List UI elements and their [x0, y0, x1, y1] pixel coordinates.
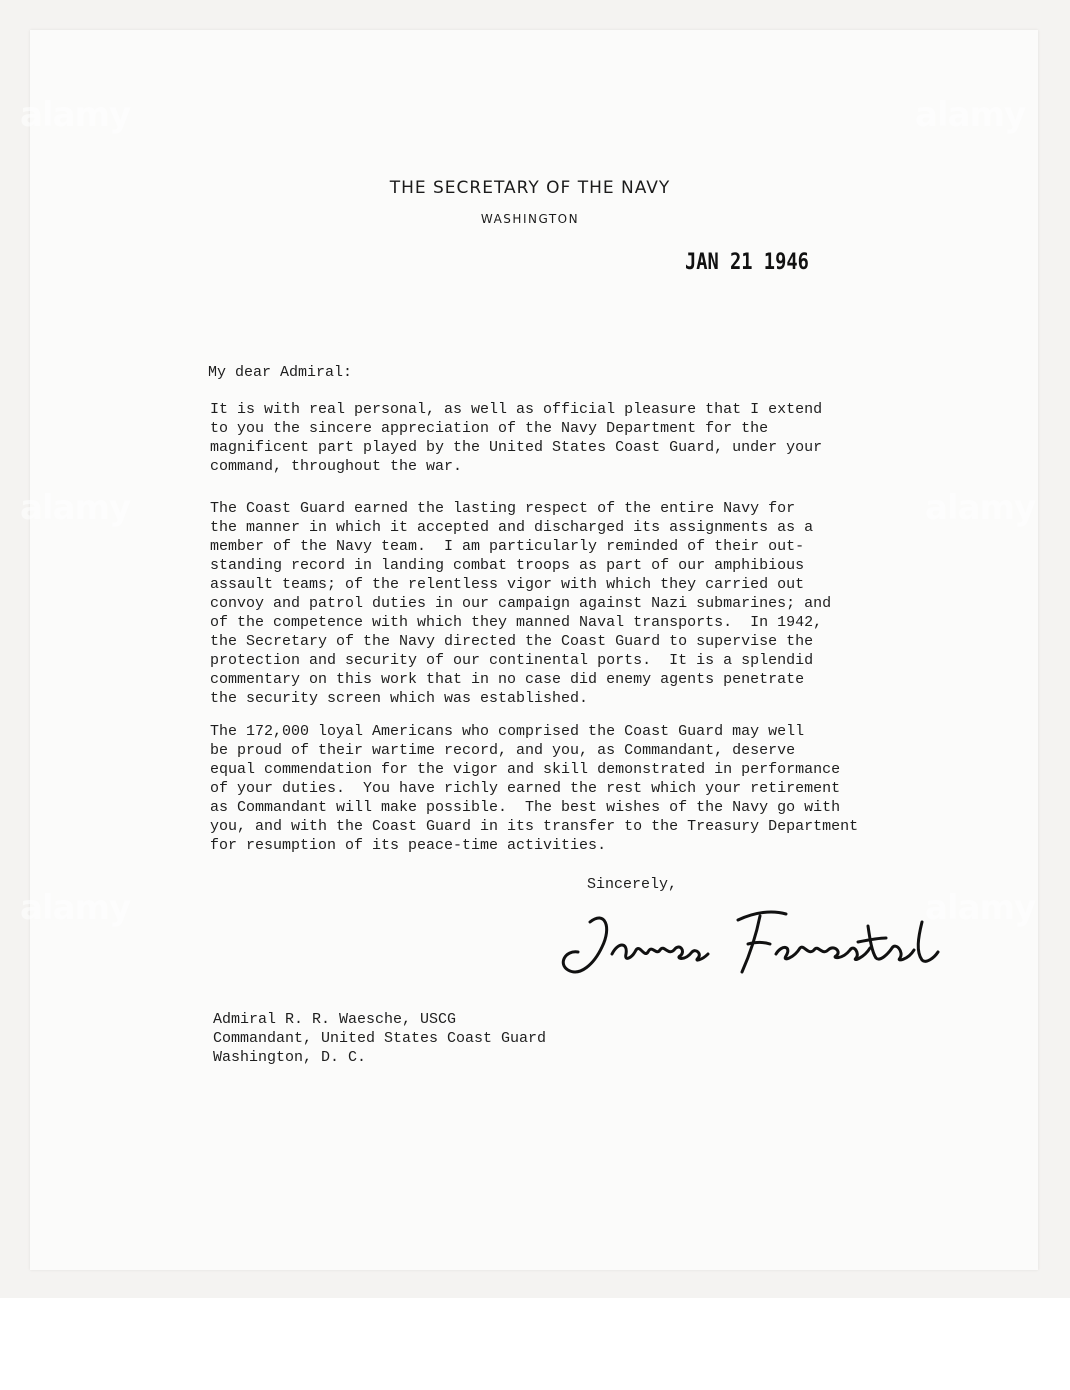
watermark-text: alamy — [925, 888, 1036, 928]
watermark-text: alamy — [20, 888, 131, 928]
body-paragraph-1: It is with real personal, as well as official pleasure that I extend to you the sincere appreciation of the Navy Department for the magnificent part played by the United States Coast Guard, under your command, throughout the war. — [210, 401, 823, 475]
closing: Sincerely, — [587, 876, 678, 893]
signature-james-forrestal — [550, 892, 970, 987]
letterhead-location: WASHINGTON — [480, 212, 580, 226]
addressee-block: Admiral R. R. Waesche, USCG Commandant, United States Coast Guard Washington, D. C. — [213, 1011, 547, 1066]
watermark-text: alamy — [925, 488, 1036, 528]
watermark-text: alamy — [20, 488, 131, 528]
letterhead-title: THE SECRETARY OF THE NAVY — [389, 178, 671, 198]
letter-page — [30, 30, 1038, 1270]
body-paragraph-3: The 172,000 loyal Americans who comprised the Coast Guard may well be proud of their wartime record, and you, as Commandant, deserve equal commendation for the vigor and skill demonstrated in performance of your duties. You have richly earned the rest which your retirement as Commandant will make possible. The best wishes of the Navy go with you, and with the Coast Guard in its transfer to the Treasury Department for resumption of its peace-time activities. — [210, 723, 859, 854]
watermark-text: alamy — [915, 95, 1026, 135]
date-stamp: JAN 21 1946 — [685, 250, 809, 275]
watermark-text: alamy — [20, 95, 131, 135]
body-paragraph-2: The Coast Guard earned the lasting respect of the entire Navy for the manner in which it accepted and discharged its assignments as a member of the Navy team. I am particularly reminded of their out- standing record in landing combat troops as part of our amphibious assault teams; of the relentless vigor with which they carried out convoy and patrol duties in our campaign against Nazi submarines; and of the competence with which they manned Naval transports. In 1942, the Secretary of the Navy directed the Coast Guard to supervise the protection and security of our continental ports. It is a splendid commentary on this work that in no case did enemy agents penetrate the security screen which was established. — [210, 500, 832, 707]
salutation: My dear Admiral: — [208, 364, 353, 381]
